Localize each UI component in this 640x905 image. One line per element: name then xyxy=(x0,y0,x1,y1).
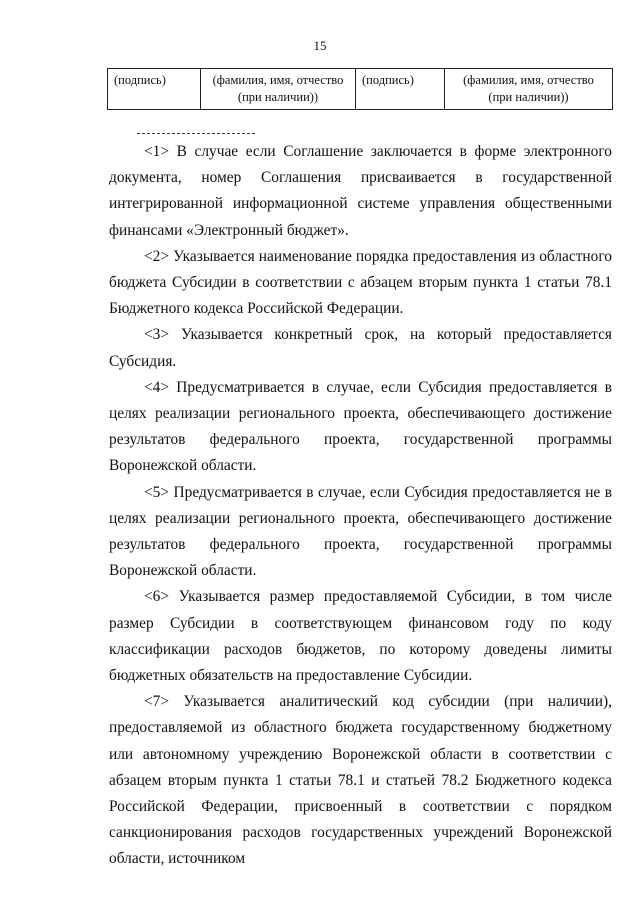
signature-caption-cell: (подпись) xyxy=(108,69,201,110)
page-number: 15 xyxy=(313,38,327,53)
footnote-1: <1> В случае если Соглашение заключается в форме электронного документа, номер Соглашения присваивается в государственной интегрированной информационной системе управления общественными финансами «Электронный бюджет». xyxy=(109,143,612,239)
footnote-6: <6> Указывается размер предоставляемой Субсидии, в том числе размер Субсидии в соответствующем финансовом году по коду классификации расходов бюджетов, по которому доведены лимиты бюджетных обязательств на предоставление Субсидии. xyxy=(109,588,612,685)
table-row xyxy=(108,69,613,110)
footnote-2: <2> Указывается наименование порядка предоставления из областного бюджета Субсидии в соответствии с абзацем вторым пункта 1 статьи 78.1 Бюджетного кодекса Российской Федерации. xyxy=(109,247,612,318)
signature-table xyxy=(107,68,613,110)
footnotes-section xyxy=(109,139,612,873)
footnote-separator xyxy=(137,133,255,134)
footnote-7: <7> Указывается аналитический код субсидии (при наличии), предоставляемой из областного бюджета государственному бюджетному или автономному учреждению Воронежской области в соответствии с абзацем вторым пункта 1 статьи 78.1 и статьей 78.2 Бюджетного кодекса Российской Федерации, присвоенный в соответствии с порядком санкционирования расходов государственных учреждений Воронежской области, источником xyxy=(109,693,612,868)
footnote-3: <3> Указывается конкретный срок, на который предоставляется Субсидия. xyxy=(109,326,612,370)
full-name-caption-cell: (фамилия, имя, отчество (при наличии)) xyxy=(201,69,356,110)
footnote-4: <4> Предусматривается в случае, если Субсидия предоставляется в целях реализации регионального проекта, обеспечивающего достижение результатов федерального проекта, государственной программы Воронежской области. xyxy=(109,378,612,475)
footnote-5: <5> Предусматривается в случае, если Субсидия предоставляется не в целях реализации регионального проекта, обеспечивающего достижение результатов федерального проекта, государственной программы Воронежской области. xyxy=(109,483,612,580)
full-name-caption-cell: (фамилия, имя, отчество (при наличии)) xyxy=(445,69,613,110)
signature-caption-cell: (подпись) xyxy=(356,69,445,110)
